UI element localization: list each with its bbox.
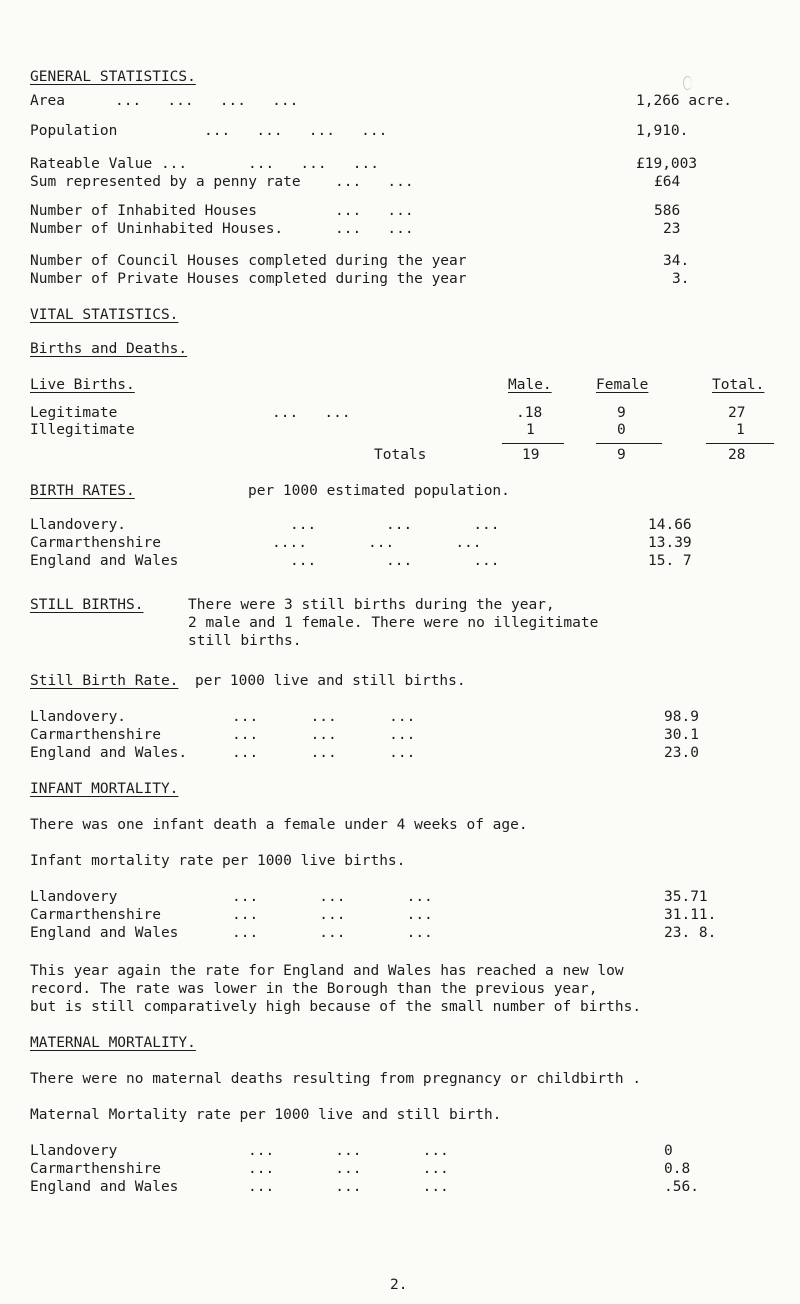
birth-rates-title: BIRTH RATES.: [30, 483, 135, 499]
scan-mark: [683, 76, 692, 90]
population-label: Population: [30, 123, 118, 139]
legitimate-total: 27: [728, 405, 746, 421]
infant-rate-carmarthenshire-dots: ... ... ...: [232, 907, 433, 923]
inhabited-houses-value: 586: [654, 203, 681, 219]
inhabited-houses-dots: ... ...: [335, 203, 414, 219]
council-houses-label: Number of Council Houses completed during the year: [30, 253, 467, 269]
council-houses-value: 34.: [663, 253, 690, 269]
page-number: 2.: [390, 1277, 408, 1293]
infant-rate-llandovery-value: 35.71: [664, 889, 708, 905]
inhabited-houses-label: Number of Inhabited Houses: [30, 203, 257, 219]
birth-rate-england-wales-dots: ... ... ...: [290, 553, 500, 569]
maternal-rate-england-wales-dots: ... ... ...: [248, 1179, 449, 1195]
maternal-mortality-title: MATERNAL MORTALITY.: [30, 1035, 196, 1051]
area-dots: ... ... ... ...: [115, 93, 299, 109]
still-birth-rate-carmarthenshire-label: Carmarthenshire: [30, 727, 161, 743]
general-statistics-heading: GENERAL STATISTICS.: [30, 69, 196, 85]
legitimate-female: 9: [617, 405, 626, 421]
maternal-rate-england-wales-value: .56.: [664, 1179, 699, 1195]
maternal-rate-llandovery-value: 0: [664, 1143, 673, 1159]
birth-rate-llandovery-value: 14.66: [648, 517, 692, 533]
still-births-line-2: 2 male and 1 female. There were no illegitimate: [188, 615, 599, 631]
still-birth-rate-england-wales-dots: ... ... ...: [232, 745, 416, 761]
still-births-line-1: There were 3 still births during the year,: [188, 597, 555, 613]
still-birth-rate-carmarthenshire-value: 30.1: [664, 727, 699, 743]
infant-rate-england-wales-value: 23. 8.: [664, 925, 717, 941]
illegitimate-male: 1: [526, 422, 535, 438]
birth-rates-note: per 1000 estimated population.: [248, 483, 510, 499]
illegitimate-female: 0: [617, 422, 626, 438]
penny-rate-label: Sum represented by a penny rate: [30, 174, 301, 190]
totals-label: Totals: [374, 447, 427, 463]
penny-rate-value: £64: [654, 174, 681, 190]
birth-rate-llandovery-dots: ... ... ...: [290, 517, 500, 533]
infant-paragraph-line-3: but is still comparatively high because of the small number of births.: [30, 999, 642, 1015]
rateable-value-dots: ... ... ...: [248, 156, 379, 172]
female-total-rule: [596, 443, 662, 444]
infant-mortality-title: INFANT MORTALITY.: [30, 781, 179, 797]
maternal-rate-carmarthenshire-dots: ... ... ...: [248, 1161, 449, 1177]
legitimate-male: .18: [516, 405, 543, 421]
legitimate-dots: ... ...: [272, 405, 351, 421]
maternal-rate-llandovery-label: Llandovery: [30, 1143, 118, 1159]
maternal-rate-england-wales-label: England and Wales: [30, 1179, 179, 1195]
still-birth-rate-england-wales-value: 23.0: [664, 745, 699, 761]
uninhabited-houses-label: Number of Uninhabited Houses.: [30, 221, 284, 237]
maternal-deaths-statement: There were no maternal deaths resulting from pregnancy or childbirth .: [30, 1071, 642, 1087]
penny-rate-dots: ... ...: [335, 174, 414, 190]
still-birth-rate-llandovery-value: 98.9: [664, 709, 699, 725]
live-births-title: Live Births.: [30, 377, 135, 393]
infant-mortality-rate-note: Infant mortality rate per 1000 live births.: [30, 853, 406, 869]
area-value: 1,266 acre.: [636, 93, 733, 109]
infant-rate-carmarthenshire-value: 31.11.: [664, 907, 717, 923]
birth-rate-carmarthenshire-value: 13.39: [648, 535, 692, 551]
rateable-value-label: Rateable Value ...: [30, 156, 188, 172]
infant-rate-england-wales-label: England and Wales: [30, 925, 179, 941]
population-dots: ... ... ... ...: [204, 123, 388, 139]
rateable-value: £19,003: [636, 156, 698, 172]
population-value: 1,910.: [636, 123, 689, 139]
total-total-rule: [706, 443, 774, 444]
birth-rate-llandovery-label: Llandovery.: [30, 517, 127, 533]
still-births-title: STILL BIRTHS.: [30, 597, 144, 613]
male-total-rule: [502, 443, 564, 444]
private-houses-label: Number of Private Houses completed during the year: [30, 271, 467, 287]
still-birth-rate-carmarthenshire-dots: ... ... ...: [232, 727, 416, 743]
illegitimate-total: 1: [736, 422, 745, 438]
still-birth-rate-llandovery-label: Llandovery.: [30, 709, 127, 725]
uninhabited-houses-dots: ... ...: [335, 221, 414, 237]
infant-rate-carmarthenshire-label: Carmarthenshire: [30, 907, 161, 923]
col-male-header: Male.: [508, 377, 552, 393]
birth-rate-carmarthenshire-dots: .... ... ...: [272, 535, 482, 551]
col-total-header: Total.: [712, 377, 765, 393]
births-deaths-subheading: Births and Deaths.: [30, 341, 188, 357]
legitimate-label: Legitimate: [30, 405, 118, 421]
still-birth-rate-note: per 1000 live and still births.: [195, 673, 466, 689]
col-female-header: Female: [596, 377, 649, 393]
illegitimate-label: Illegitimate: [30, 422, 135, 438]
maternal-rate-llandovery-dots: ... ... ...: [248, 1143, 449, 1159]
birth-rate-england-wales-label: England and Wales: [30, 553, 179, 569]
private-houses-value: 3.: [672, 271, 690, 287]
totals-total: 28: [728, 447, 746, 463]
maternal-mortality-rate-note: Maternal Mortality rate per 1000 live and still birth.: [30, 1107, 502, 1123]
totals-female: 9: [617, 447, 626, 463]
infant-death-statement: There was one infant death a female under 4 weeks of age.: [30, 817, 528, 833]
totals-male: 19: [522, 447, 540, 463]
maternal-rate-carmarthenshire-value: 0.8: [664, 1161, 691, 1177]
still-birth-rate-england-wales-label: England and Wales.: [30, 745, 188, 761]
area-label: Area: [30, 93, 65, 109]
still-births-line-3: still births.: [188, 633, 302, 649]
infant-rate-england-wales-dots: ... ... ...: [232, 925, 433, 941]
infant-rate-llandovery-label: Llandovery: [30, 889, 118, 905]
infant-paragraph-line-1: This year again the rate for England and Wales has reached a new low: [30, 963, 624, 979]
maternal-rate-carmarthenshire-label: Carmarthenshire: [30, 1161, 161, 1177]
still-birth-rate-title: Still Birth Rate.: [30, 673, 179, 689]
vital-statistics-heading: VITAL STATISTICS.: [30, 307, 179, 323]
infant-paragraph-line-2: record. The rate was lower in the Borough than the previous year,: [30, 981, 598, 997]
uninhabited-houses-value: 23: [663, 221, 681, 237]
infant-rate-llandovery-dots: ... ... ...: [232, 889, 433, 905]
birth-rate-england-wales-value: 15. 7: [648, 553, 692, 569]
birth-rate-carmarthenshire-label: Carmarthenshire: [30, 535, 161, 551]
still-birth-rate-llandovery-dots: ... ... ...: [232, 709, 416, 725]
